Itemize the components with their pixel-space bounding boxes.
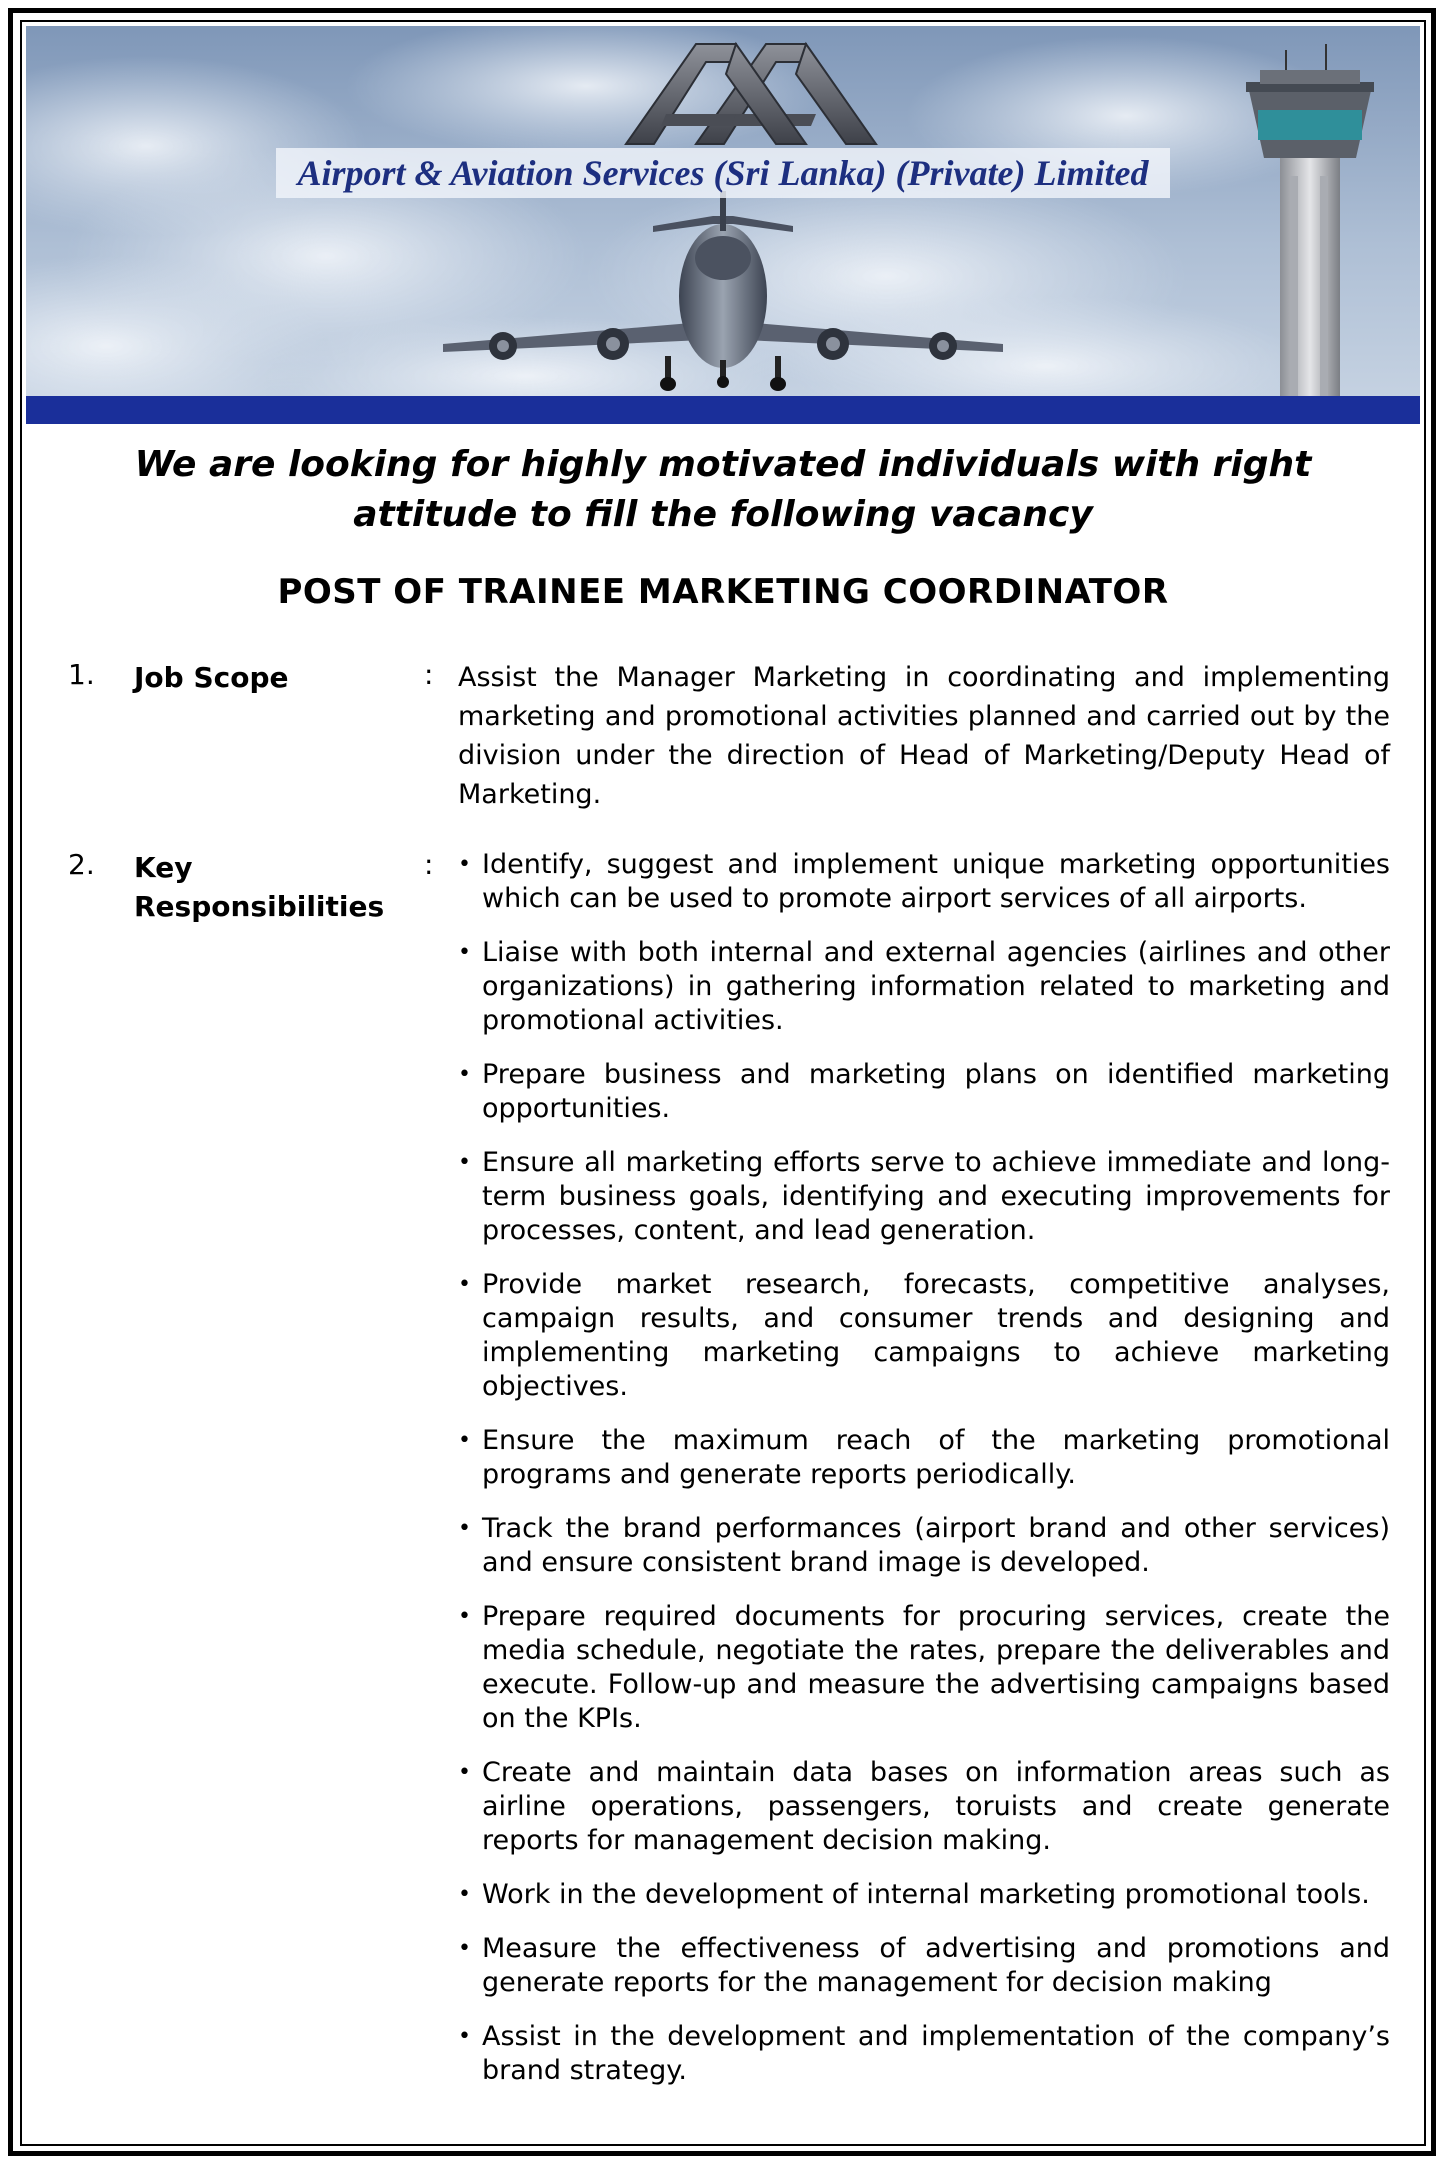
header-banner: [26, 26, 1420, 424]
list-item-text: Work in the development of internal marketing promotional tools.: [482, 1879, 1370, 1910]
list-item: [458, 1146, 1390, 1248]
list-item-text: Measure the effectiveness of advertising and promotions and generate reports for the management for decision making: [482, 1933, 1390, 1998]
list-item: [458, 1058, 1390, 1126]
headline-line-2: attitude to fill the following vacancy: [353, 494, 1093, 535]
section-label: Key Responsibilities: [134, 851, 385, 923]
list-item-text: Prepare business and marketing plans on identified marketing opportunities.: [482, 1059, 1390, 1124]
list-item: [458, 1512, 1390, 1580]
list-item: [458, 1932, 1390, 2000]
headline-line-1: We are looking for highly motivated individuals with right: [134, 444, 1312, 485]
list-item: [458, 1424, 1390, 1492]
list-item: [458, 1600, 1390, 1736]
list-item-text: Liaise with both internal and external agencies (airlines and other organizations) in gathering information related to marketing and promotional activities.: [482, 937, 1390, 1036]
bullet-icon: •: [458, 852, 471, 877]
bullet-icon: •: [458, 1150, 471, 1175]
bullet-icon: •: [458, 1604, 471, 1629]
bullet-icon: •: [458, 1062, 471, 1087]
list-item-text: Ensure all marketing efforts serve to achieve immediate and long-term business goals, identifying and executing improvements for processes, content, and lead generation.: [482, 1147, 1390, 1246]
section-colon: :: [424, 848, 434, 881]
list-item-text: Ensure the maximum reach of the marketing promotional programs and generate reports periodically.: [482, 1425, 1390, 1490]
section-label: Job Scope: [134, 661, 289, 694]
section-number: 1.: [68, 658, 95, 691]
list-item-text: Assist in the development and implementation of the company’s brand strategy.: [482, 2021, 1390, 2086]
list-item: [458, 1268, 1390, 1404]
company-name: Airport & Aviation Services (Sri Lanka) (Private) Limited: [276, 148, 1171, 198]
bullet-icon: •: [458, 1516, 471, 1541]
list-item: [458, 848, 1390, 916]
bullet-icon: •: [458, 2024, 471, 2049]
post-title: POST OF TRAINEE MARKETING COORDINATOR: [277, 572, 1169, 612]
section-number: 2.: [68, 848, 95, 881]
list-item-text: Create and maintain data bases on information areas such as airline operations, passengers, toruists and create generate reports for management decision making.: [482, 1757, 1390, 1856]
headline: [60, 440, 1386, 540]
list-item-text: Provide market research, forecasts, competitive analyses, campaign results, and consumer trends and designing and implementing marketing campaigns to achieve marketing objectives.: [482, 1269, 1390, 1402]
bullet-icon: •: [458, 1760, 471, 1785]
bullet-icon: •: [458, 1428, 471, 1453]
job-scope-text: Assist the Manager Marketing in coordinating and implementing marketing and promotional activities planned and carried out by the division under the direction of Head of Marketing/Deputy Head of Marketing.: [458, 662, 1390, 810]
list-item-text: Track the brand performances (airport brand and other services) and ensure consistent brand image is developed.: [482, 1513, 1390, 1578]
responsibilities-list: [458, 848, 1390, 2108]
bullet-icon: •: [458, 1936, 471, 1961]
list-item: [458, 1756, 1390, 1858]
banner-illustration: [26, 26, 1420, 424]
bullet-icon: •: [458, 1272, 471, 1297]
banner-stripe: [26, 396, 1420, 424]
list-item-text: Prepare required documents for procuring services, create the media schedule, negotiate the rates, prepare the deliverables and execute. Follow-up and measure the advertising campaigns based on the KPIs.: [482, 1601, 1390, 1734]
bullet-icon: •: [458, 940, 471, 965]
list-item: [458, 936, 1390, 1038]
list-item-text: Identify, suggest and implement unique marketing opportunities which can be used to promote airport services of all airports.: [482, 849, 1390, 914]
list-item: [458, 1878, 1390, 1912]
list-item: [458, 2020, 1390, 2088]
bullet-icon: •: [458, 1882, 471, 1907]
section-colon: :: [424, 658, 434, 691]
